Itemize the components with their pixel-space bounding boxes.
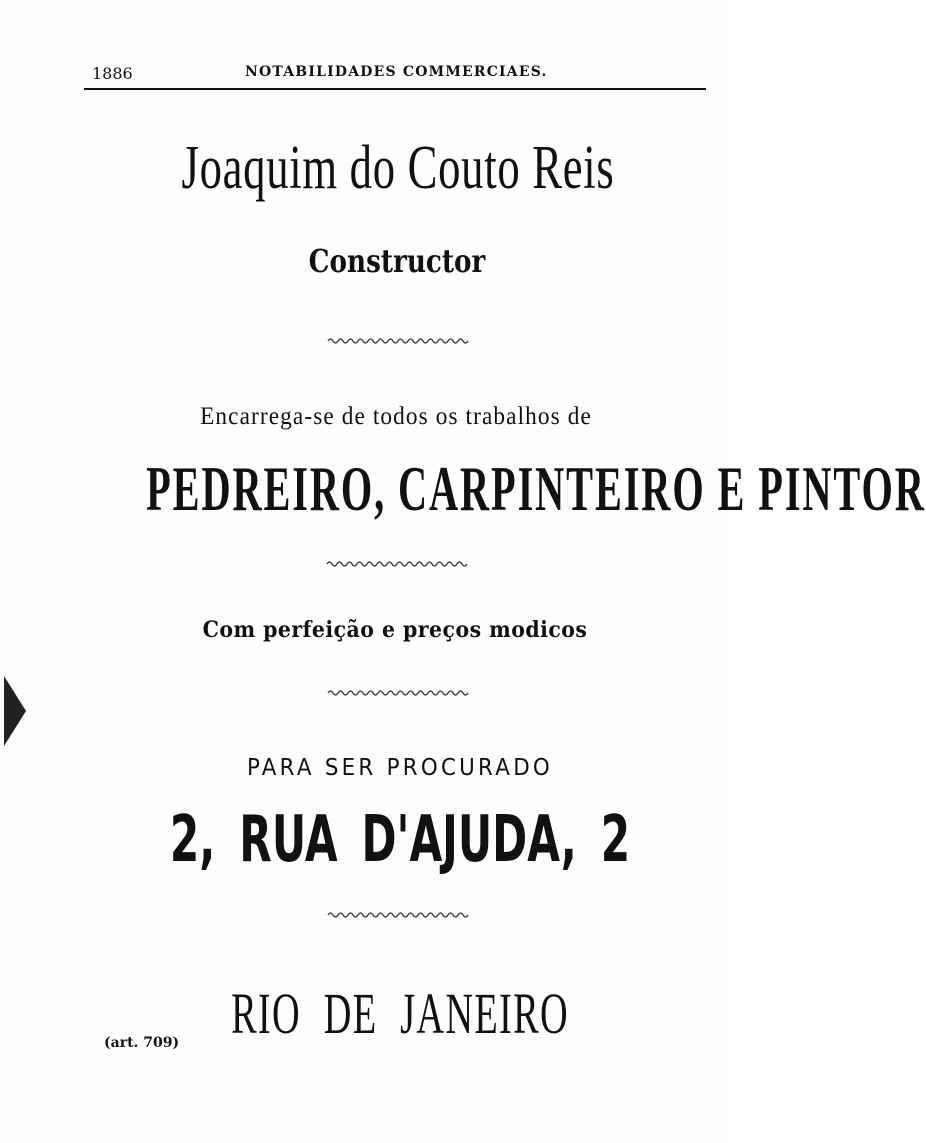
- trades-heading: PEDREIRO, CARPINTEIRO E PINTOR: [146, 453, 926, 524]
- header-title: NOTABILIDADES COMMERCIAES.: [245, 64, 548, 80]
- street-address: 2, RUA D'AJUDA, 2: [169, 803, 631, 877]
- quality-slogan: Com perfeição e preços modicos: [202, 617, 588, 643]
- header-year: 1886: [92, 64, 133, 83]
- header-rule: [84, 88, 706, 90]
- wavy-divider: [327, 559, 467, 569]
- binding-mark: [4, 676, 26, 746]
- advertiser-name: Joaquim do Couto Reis: [181, 134, 615, 202]
- wavy-divider: [328, 336, 468, 346]
- article-reference: (art. 709): [104, 1035, 180, 1051]
- city-name: RIO DE JANEIRO: [231, 981, 569, 1046]
- contact-label: PARA SER PROCURADO: [246, 755, 554, 781]
- wavy-divider: [328, 688, 468, 698]
- wavy-divider: [328, 910, 468, 920]
- advertiser-occupation: Constructor: [308, 242, 486, 280]
- services-description: Encarrega-se de todos os trabalhos de: [200, 403, 592, 430]
